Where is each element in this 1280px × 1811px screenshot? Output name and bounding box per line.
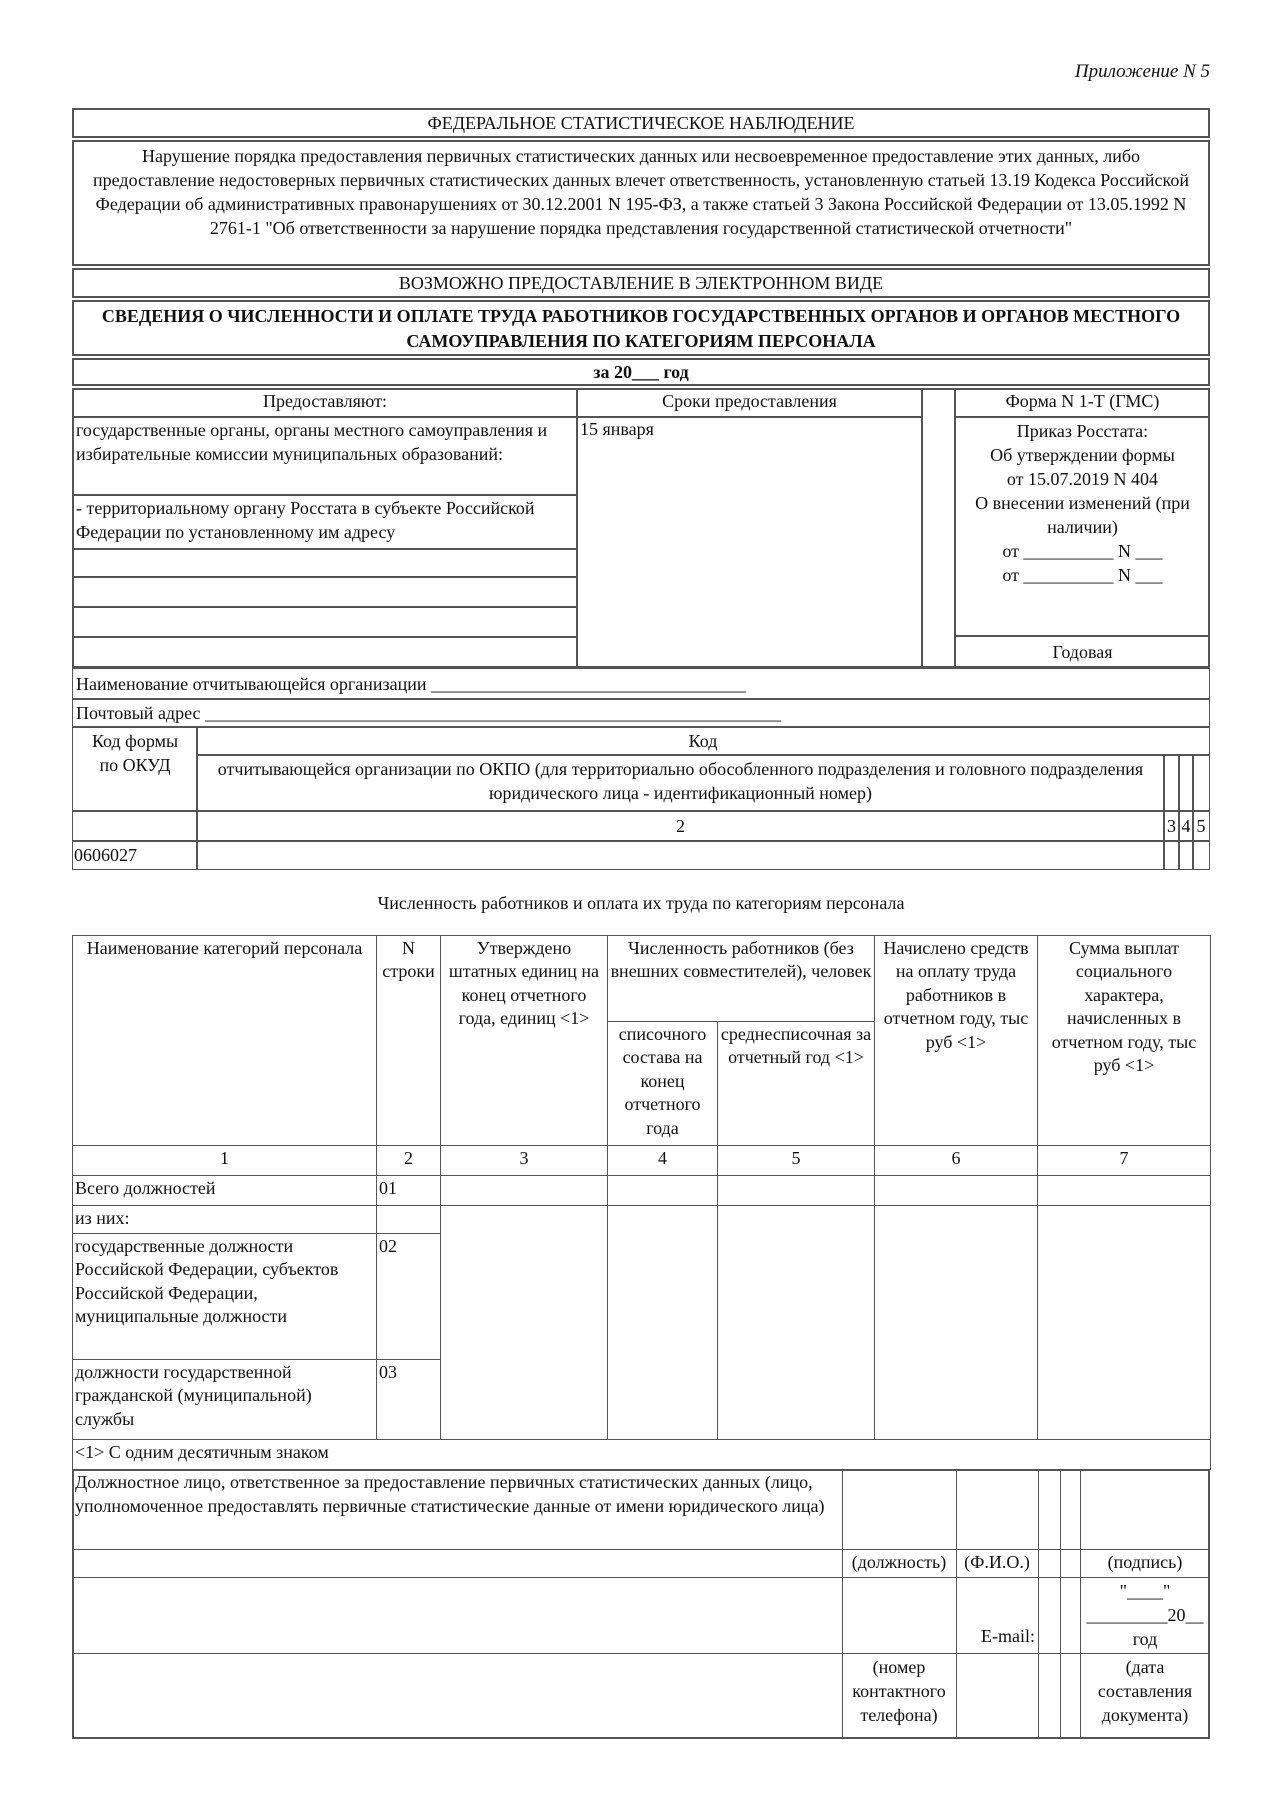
colnum-5: 5 <box>1192 810 1210 842</box>
order-approve: Об утверждении формы <box>990 445 1175 465</box>
table-row <box>73 1176 1211 1206</box>
colnum-1 <box>72 810 198 842</box>
sep-line-2 <box>956 1469 957 1739</box>
footnote: <1> С одним десятичным знаком <box>73 1440 1211 1470</box>
colnum-cell: 4 <box>608 1146 718 1176</box>
colnum-3: 3 <box>1163 810 1180 842</box>
row-line: 01 <box>377 1176 441 1206</box>
header-line-number: N строки <box>377 936 441 1146</box>
header-list-count: списочного состава на конец отчетного года <box>608 1022 718 1146</box>
row-name: Всего должностей <box>73 1176 377 1206</box>
electronic-notice: ВОЗМОЖНО ПРЕДОСТАВЛЕНИЕ В ЭЛЕКТРОННОМ ВИДЕ <box>72 268 1210 298</box>
data-cell[interactable] <box>875 1176 1038 1206</box>
row-name: государственные должности Российской Федерации, субъектов Российской Федерации, муниципальные должности <box>73 1234 377 1360</box>
date-field[interactable] <box>1080 1579 1210 1651</box>
data-cell[interactable] <box>718 1176 875 1206</box>
order-date: от 15.07.2019 N 404 <box>1006 469 1159 489</box>
row-line: 03 <box>377 1360 441 1440</box>
header-social-payments: Сумма выплат социального характера, начисленных в отчетном году, тыс руб <1> <box>1038 936 1211 1146</box>
federal-observation-title: ФЕДЕРАЛЬНОЕ СТАТИСТИЧЕСКОЕ НАБЛЮДЕНИЕ <box>72 108 1210 138</box>
data-cell[interactable] <box>1038 1176 1211 1206</box>
row-name: из них: <box>73 1206 377 1234</box>
header-staff-units: Утверждено штатных единиц на конец отчетного года, единиц <1> <box>441 936 608 1146</box>
appendix-label: Приложение N 5 <box>1074 61 1210 82</box>
data-cell[interactable] <box>608 1176 718 1206</box>
colnum-cell: 5 <box>718 1146 875 1176</box>
okpo-value[interactable] <box>196 840 1165 870</box>
sep-line-3 <box>1038 1469 1039 1739</box>
spacer-column <box>921 388 955 668</box>
colnum-2: 2 <box>196 810 1165 842</box>
code-header: Код <box>196 726 1210 756</box>
colnum-cell: 7 <box>1038 1146 1211 1176</box>
order-from-1: от __________ N ___ <box>1002 541 1163 561</box>
staff-table <box>72 935 1211 1470</box>
form-title: СВЕДЕНИЯ О ЧИСЛЕННОСТИ И ОПЛАТЕ ТРУДА РАБОТНИКОВ ГОСУДАРСТВЕННЫХ ОРГАНОВ И ОРГАНОВ МЕСТНОГО САМОУПРАВЛЕНИЯ ПО КАТЕГОРИЯМ ПЕРСОНАЛА <box>72 300 1210 356</box>
date-year-word: год <box>1132 1629 1158 1649</box>
okud-value: 0606027 <box>72 840 198 870</box>
form-number: Форма N 1-Т (ГМС) <box>955 388 1210 418</box>
providers-empty-1 <box>72 548 578 578</box>
colnum-cell: 1 <box>73 1146 377 1176</box>
data-cell[interactable] <box>718 1206 875 1440</box>
okpo-extra-col-5 <box>1192 754 1210 812</box>
row-line <box>377 1206 441 1234</box>
hline-2 <box>72 1577 1210 1578</box>
hline-1 <box>72 1549 1210 1550</box>
data-cell[interactable] <box>1038 1206 1211 1440</box>
okpo-header: отчитывающейся организации по ОКПО (для территориально обособленного подразделения и головного подразделения юридического лица - идентификационный номер) <box>196 754 1165 812</box>
header-employee-count: Численность работников (без внешних совместителей), человек <box>608 936 875 1022</box>
data-cell[interactable] <box>441 1206 608 1440</box>
deadline-header: Сроки предоставления <box>576 388 923 418</box>
date-month-year: _________20__ <box>1086 1605 1204 1625</box>
providers-header: Предоставляют: <box>72 388 578 418</box>
data-cell[interactable] <box>608 1206 718 1440</box>
okud-header: Код формы по ОКУД <box>72 726 198 812</box>
order-from-2: от __________ N ___ <box>1002 565 1163 585</box>
official-label: Должностное лицо, ответственное за предоставление первичных статистических данных (лицо, уполномоченное предоставлять первичные статистические данные от имени юридического лица) <box>75 1472 825 1516</box>
providers-empty-3 <box>72 606 578 638</box>
sep-line-4 <box>1060 1469 1061 1739</box>
providers-empty-4 <box>72 636 578 668</box>
row-name: должности государственной гражданской (муниципальной) службы <box>73 1360 377 1440</box>
colnum-cell: 6 <box>875 1146 1038 1176</box>
table-row <box>73 1206 1211 1234</box>
data-cell[interactable] <box>441 1176 608 1206</box>
colnum-cell: 3 <box>441 1146 608 1176</box>
caption-date: (дата составления документа) <box>1097 1657 1193 1725</box>
hline-3 <box>72 1653 1210 1654</box>
order-block <box>955 416 1210 636</box>
colnum-4: 4 <box>1178 810 1194 842</box>
caption-position: (должность) <box>851 1552 947 1572</box>
legal-warning: Нарушение порядка предоставления первичных статистических данных или несвоевременное предоставление этих данных, либо предоставление недостоверных первичных статистических данных влечет ответственность, установленную статьей 13.19 Кодекса Российской Федерации об административных правонарушениях от 30.12.2001 N 195-ФЗ, а также статьей 3 Закона Российской Федерации от 13.05.1992 N 2761-1 "Об ответственности за нарушение порядка представления государственной статистической отчетности" <box>72 140 1210 266</box>
header-payroll: Начислено средств на оплату труда работников в отчетном году, тыс руб <1> <box>875 936 1038 1146</box>
data-cell[interactable] <box>875 1206 1038 1440</box>
caption-fio: (Ф.И.О.) <box>964 1552 1030 1572</box>
org-name[interactable]: Наименование отчитывающейся организации ___________________________________ <box>72 668 1210 700</box>
section-title: Численность работников и оплата их труда по категориям персонала <box>377 893 905 913</box>
row-line: 02 <box>377 1234 441 1360</box>
okpo-value-5[interactable] <box>1192 840 1210 870</box>
deadline-value: 15 января <box>576 416 923 668</box>
date-day: "____" <box>1119 1581 1171 1601</box>
header-average-count: среднесписочная за отчетный год <1> <box>718 1022 875 1146</box>
order-changes: О внесении изменений (при наличии) <box>975 493 1190 537</box>
caption-phone: (номер контактного телефона) <box>852 1657 946 1725</box>
periodicity: Годовая <box>955 636 1210 668</box>
providers-who: государственные органы, органы местного самоуправления и избирательные комиссии муниципальных образований: <box>72 416 578 496</box>
providers-empty-2 <box>72 576 578 608</box>
order-title: Приказ Росстата: <box>1016 421 1149 441</box>
colnum-cell: 2 <box>377 1146 441 1176</box>
email-label: E-mail: <box>981 1626 1035 1646</box>
providers-to: - территориальному органу Росстата в субъекте Российской Федерации по установленному им адресу <box>72 494 578 550</box>
org-address[interactable]: Почтовый адрес ________________________________________________________________ <box>72 698 1210 728</box>
header-category-name: Наименование категорий персонала <box>73 936 377 1146</box>
caption-signature: (подпись) <box>1107 1552 1183 1572</box>
report-period: за 20___ год <box>72 358 1210 386</box>
